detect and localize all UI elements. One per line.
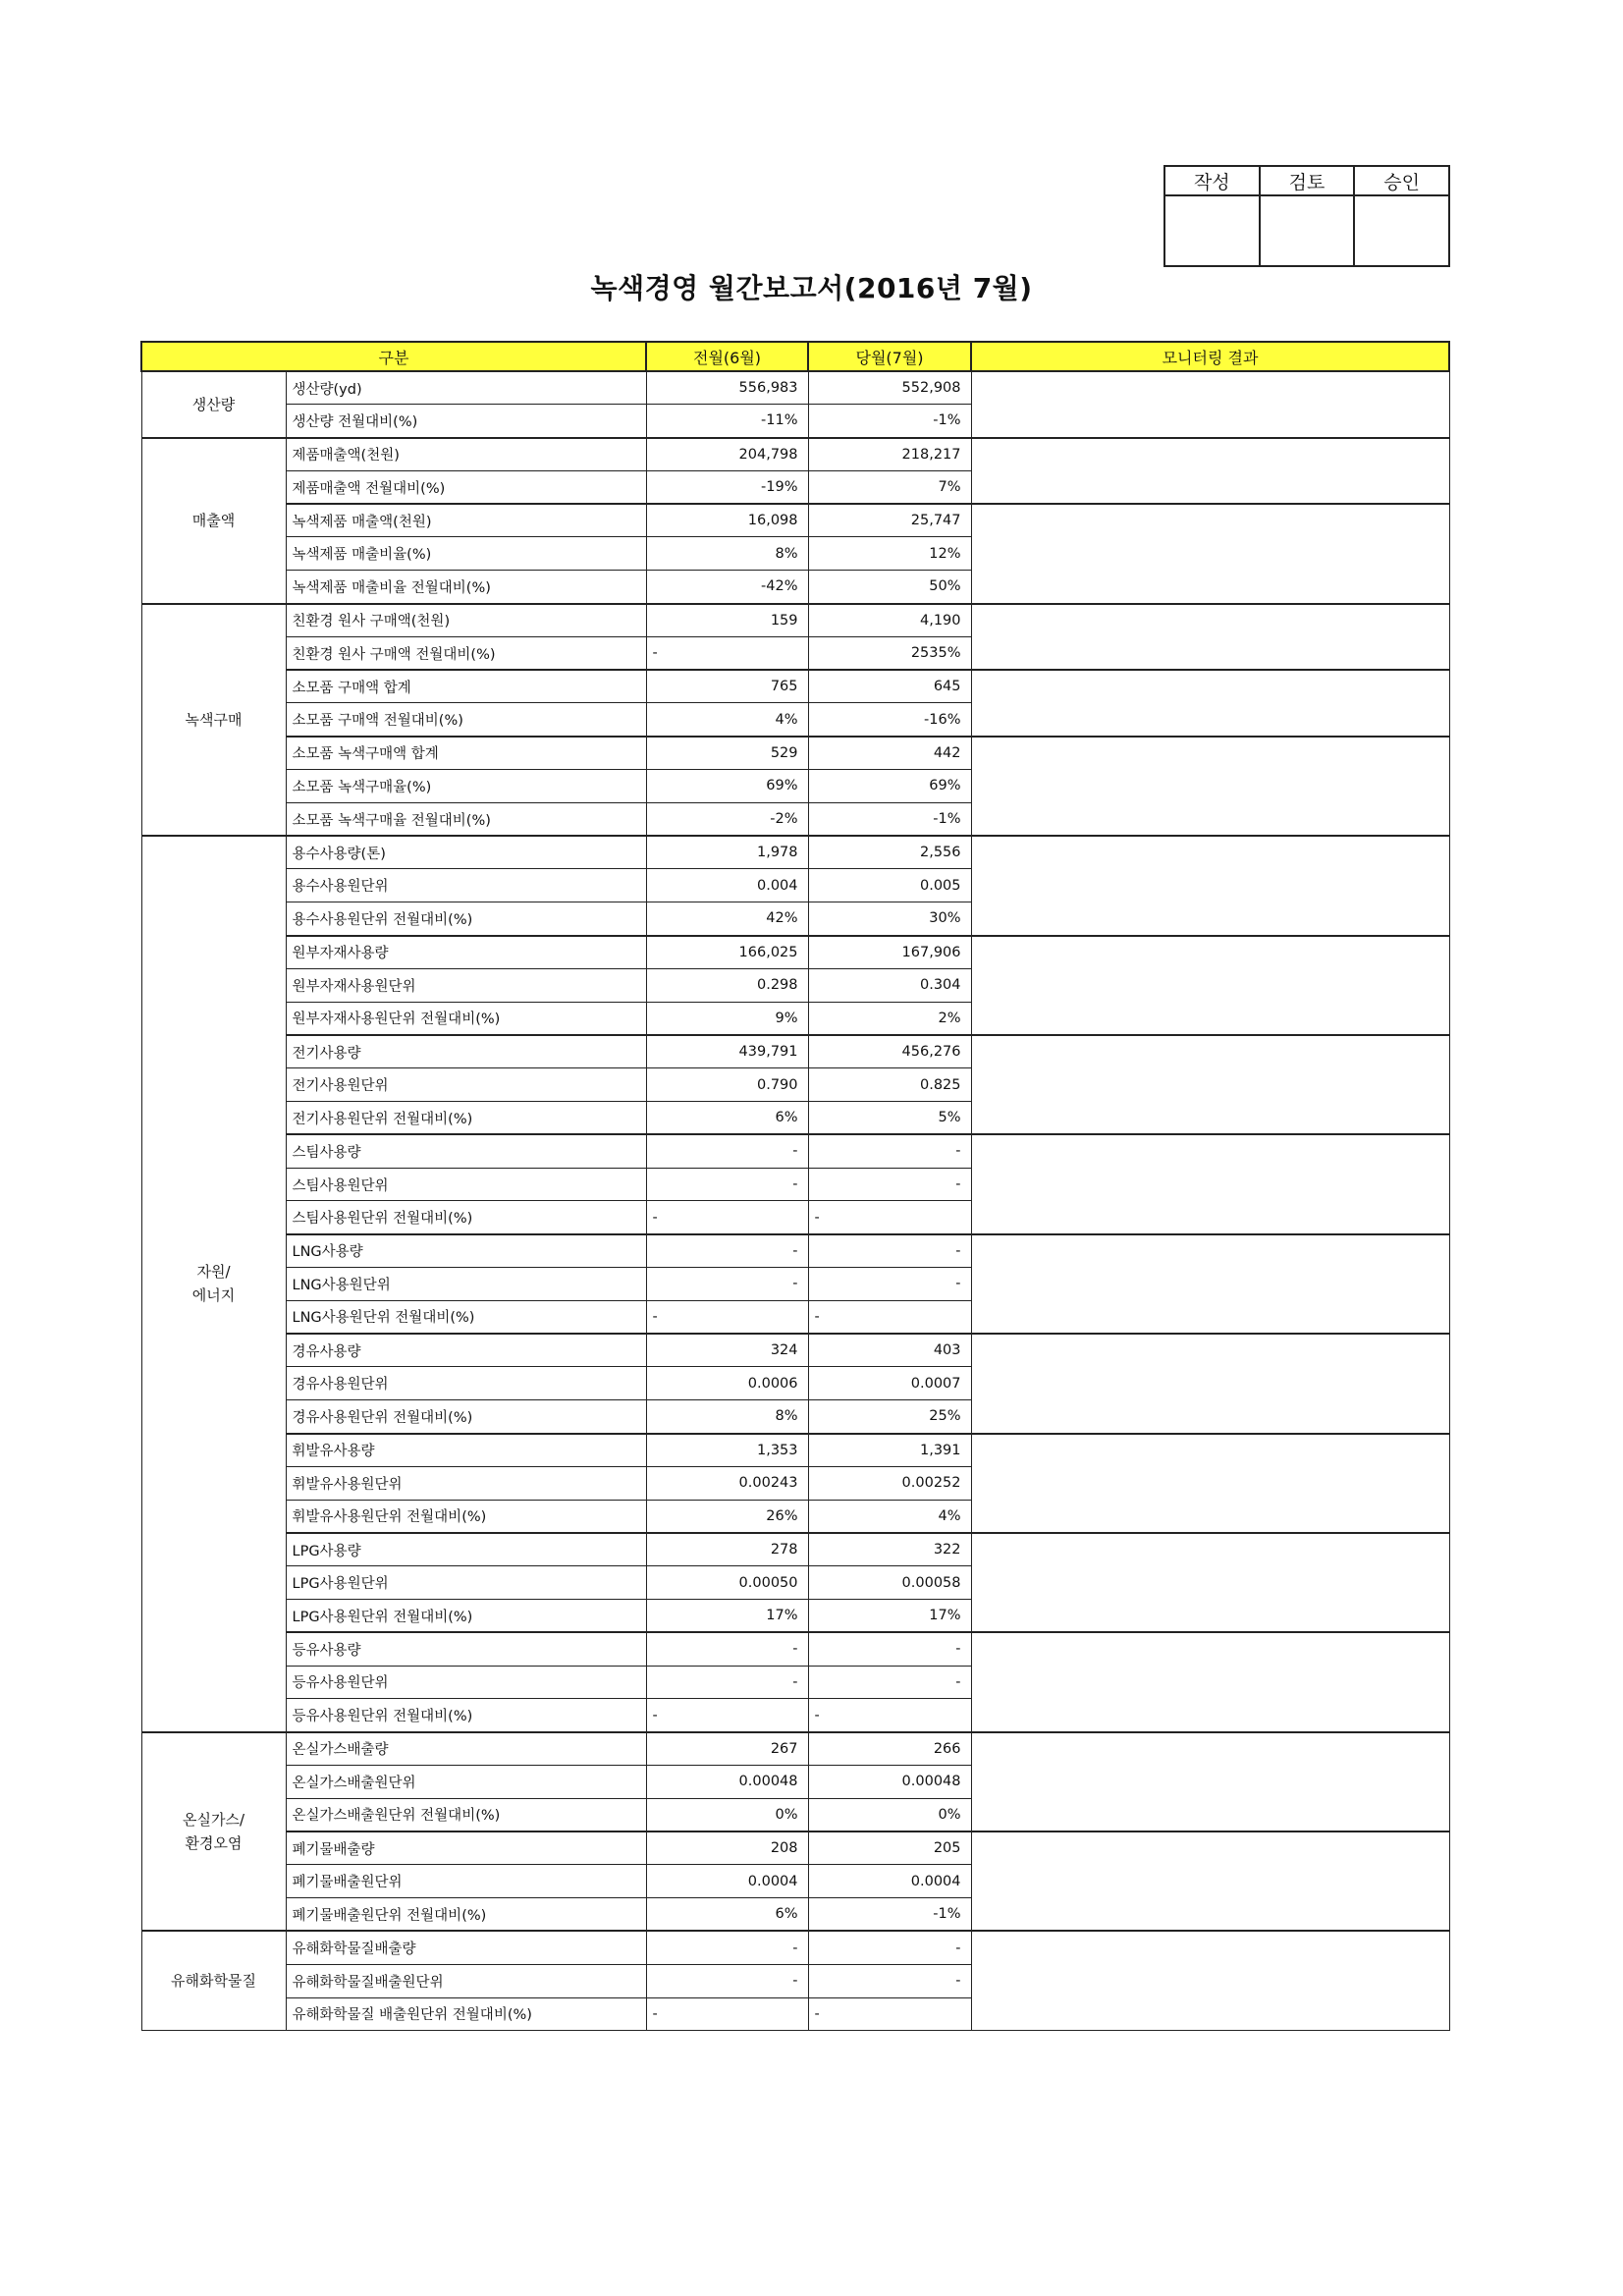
item-cell: 유해화학물질배출량 [286, 1931, 646, 1964]
curr-month-value: 442 [808, 737, 971, 770]
prev-month-value: 8% [646, 537, 808, 571]
prev-month-value: 204,798 [646, 438, 808, 471]
prev-month-value: 0.0006 [646, 1367, 808, 1400]
monitoring-result-cell [971, 1533, 1449, 1632]
item-cell: 온실가스배출원단위 전월대비(%) [286, 1798, 646, 1831]
curr-month-value: - [808, 1268, 971, 1301]
header-category: 구분 [141, 342, 646, 371]
curr-month-value: 1,391 [808, 1434, 971, 1467]
prev-month-value: - [646, 1997, 808, 2031]
item-cell: 녹색제품 매출비율 전월대비(%) [286, 571, 646, 604]
prev-month-value: 0.004 [646, 869, 808, 902]
monitoring-result-cell [971, 504, 1449, 603]
curr-month-value: 12% [808, 537, 971, 571]
item-cell: 온실가스배출량 [286, 1732, 646, 1766]
table-row [141, 1334, 1449, 1367]
monitoring-result-cell [971, 1434, 1449, 1533]
item-cell: 전기사용량 [286, 1035, 646, 1068]
category-cell: 녹색구매 [141, 604, 286, 837]
curr-month-value: -16% [808, 703, 971, 737]
prev-month-value: -42% [646, 571, 808, 604]
curr-month-value: - [808, 1666, 971, 1699]
prev-month-value: 439,791 [646, 1035, 808, 1068]
monitoring-result-cell [971, 936, 1449, 1035]
curr-month-value: 30% [808, 902, 971, 936]
report-table [140, 341, 1450, 2031]
item-cell: LPG사용원단위 [286, 1566, 646, 1600]
item-cell: 폐기물배출원단위 [286, 1865, 646, 1898]
curr-month-value: -1% [808, 1898, 971, 1932]
item-cell: 폐기물배출원단위 전월대비(%) [286, 1898, 646, 1932]
prev-month-value: 0.00050 [646, 1566, 808, 1600]
curr-month-value: 0.00058 [808, 1566, 971, 1600]
prev-month-value: 765 [646, 670, 808, 703]
curr-month-value: 2% [808, 1002, 971, 1035]
table-row [141, 936, 1449, 969]
prev-month-value: 0.00243 [646, 1466, 808, 1500]
table-row [141, 1234, 1449, 1268]
table-row [141, 371, 1449, 405]
item-cell: LPG사용량 [286, 1533, 646, 1566]
monitoring-result-cell [971, 670, 1449, 737]
prev-month-value: 529 [646, 737, 808, 770]
curr-month-value: - [808, 1964, 971, 1997]
table-row [141, 670, 1449, 703]
monitoring-result-cell [971, 1035, 1449, 1134]
item-cell: 녹색제품 매출액(천원) [286, 504, 646, 537]
prev-month-value: - [646, 1300, 808, 1334]
item-cell: 스팀사용원단위 [286, 1168, 646, 1201]
item-cell: 휘발유사용원단위 [286, 1466, 646, 1500]
item-cell: 등유사용량 [286, 1632, 646, 1666]
prev-month-value: 1,978 [646, 836, 808, 869]
prev-month-value: - [646, 1632, 808, 1666]
monitoring-result-cell [971, 1134, 1449, 1233]
page-title: 녹색경영 월간보고서(2016년 7월) [590, 272, 1033, 304]
curr-month-value: - [808, 1699, 971, 1732]
header-curr-month: 당월(7월) [808, 342, 971, 371]
curr-month-value: 17% [808, 1599, 971, 1632]
curr-month-value: 0.825 [808, 1068, 971, 1102]
curr-month-value: 645 [808, 670, 971, 703]
prev-month-value: 17% [646, 1599, 808, 1632]
approval-box [1163, 165, 1450, 267]
prev-month-value: 267 [646, 1732, 808, 1766]
category-cell: 매출액 [141, 438, 286, 604]
monitoring-result-cell [971, 836, 1449, 935]
item-cell: 전기사용원단위 전월대비(%) [286, 1102, 646, 1135]
prev-month-value: 556,983 [646, 371, 808, 405]
item-cell: 소모품 녹색구매율 전월대비(%) [286, 802, 646, 836]
curr-month-value: 205 [808, 1831, 971, 1865]
prev-month-value: -11% [646, 405, 808, 438]
prev-month-value: 159 [646, 604, 808, 637]
curr-month-value: 4,190 [808, 604, 971, 637]
prev-month-value: - [646, 1699, 808, 1732]
monitoring-result-cell [971, 737, 1449, 836]
monitoring-result-cell [971, 1931, 1449, 2030]
prev-month-value: 26% [646, 1500, 808, 1533]
curr-month-value: 7% [808, 470, 971, 504]
prev-month-value: 6% [646, 1898, 808, 1932]
table-row [141, 1035, 1449, 1068]
item-cell: 용수사용원단위 [286, 869, 646, 902]
monitoring-result-cell [971, 1234, 1449, 1334]
prev-month-value: 324 [646, 1334, 808, 1367]
table-row [141, 1533, 1449, 1566]
curr-month-value: 0.0007 [808, 1367, 971, 1400]
curr-month-value: 0.304 [808, 968, 971, 1002]
curr-month-value: 0.00048 [808, 1765, 971, 1798]
prev-month-value: 208 [646, 1831, 808, 1865]
prev-month-value: - [646, 1964, 808, 1997]
item-cell: 생산량(yd) [286, 371, 646, 405]
monitoring-result-cell [971, 1334, 1449, 1433]
table-row [141, 504, 1449, 537]
item-cell: 휘발유사용량 [286, 1434, 646, 1467]
item-cell: 스팀사용원단위 전월대비(%) [286, 1201, 646, 1234]
category-cell: 온실가스/ 환경오염 [141, 1732, 286, 1932]
prev-month-value: - [646, 1234, 808, 1268]
curr-month-value: 266 [808, 1732, 971, 1766]
approval-sign-writer [1164, 195, 1260, 266]
curr-month-value: - [808, 1632, 971, 1666]
item-cell: 제품매출액(천원) [286, 438, 646, 471]
item-cell: 용수사용량(톤) [286, 836, 646, 869]
curr-month-value: -1% [808, 405, 971, 438]
prev-month-value: 278 [646, 1533, 808, 1566]
curr-month-value: 2,556 [808, 836, 971, 869]
curr-month-value: 0.0004 [808, 1865, 971, 1898]
approval-sign-approve [1354, 195, 1449, 266]
table-row [141, 604, 1449, 637]
table-row [141, 1831, 1449, 1865]
category-cell: 유해화학물질 [141, 1931, 286, 2030]
item-cell: 녹색제품 매출비율(%) [286, 537, 646, 571]
item-cell: 경유사용원단위 전월대비(%) [286, 1400, 646, 1434]
prev-month-value: - [646, 1168, 808, 1201]
prev-month-value: 9% [646, 1002, 808, 1035]
curr-month-value: - [808, 1134, 971, 1168]
prev-month-value: - [646, 1134, 808, 1168]
item-cell: LNG사용원단위 [286, 1268, 646, 1301]
item-cell: 등유사용원단위 전월대비(%) [286, 1699, 646, 1732]
curr-month-value: 0.005 [808, 869, 971, 902]
curr-month-value: 2535% [808, 636, 971, 670]
item-cell: 소모품 녹색구매율(%) [286, 770, 646, 803]
curr-month-value: 403 [808, 1334, 971, 1367]
prev-month-value: 166,025 [646, 936, 808, 969]
category-cell: 자원/ 에너지 [141, 836, 286, 1732]
table-row [141, 438, 1449, 471]
item-cell: 원부자재사용원단위 [286, 968, 646, 1002]
header-monitoring: 모니터링 결과 [971, 342, 1449, 371]
table-header-row [141, 342, 1449, 371]
item-cell: 온실가스배출원단위 [286, 1765, 646, 1798]
monitoring-result-cell [971, 1632, 1449, 1731]
curr-month-value: 218,217 [808, 438, 971, 471]
curr-month-value: 25,747 [808, 504, 971, 537]
curr-month-value: - [808, 1201, 971, 1234]
item-cell: 소모품 구매액 전월대비(%) [286, 703, 646, 737]
item-cell: 원부자재사용원단위 전월대비(%) [286, 1002, 646, 1035]
prev-month-value: - [646, 1268, 808, 1301]
item-cell: 경유사용량 [286, 1334, 646, 1367]
item-cell: 친환경 원사 구매액 전월대비(%) [286, 636, 646, 670]
prev-month-value: - [646, 636, 808, 670]
curr-month-value: 0.00252 [808, 1466, 971, 1500]
item-cell: 전기사용원단위 [286, 1068, 646, 1102]
table-row [141, 1632, 1449, 1666]
curr-month-value: 5% [808, 1102, 971, 1135]
prev-month-value: 4% [646, 703, 808, 737]
prev-month-value: - [646, 1666, 808, 1699]
item-cell: 소모품 녹색구매액 합계 [286, 737, 646, 770]
prev-month-value: 69% [646, 770, 808, 803]
monitoring-result-cell [971, 1831, 1449, 1931]
item-cell: 소모품 구매액 합계 [286, 670, 646, 703]
item-cell: 용수사용원단위 전월대비(%) [286, 902, 646, 936]
curr-month-value: 50% [808, 571, 971, 604]
prev-month-value: - [646, 1931, 808, 1964]
item-cell: 휘발유사용원단위 전월대비(%) [286, 1500, 646, 1533]
item-cell: 등유사용원단위 [286, 1666, 646, 1699]
approval-header-review: 검토 [1260, 166, 1355, 195]
table-row [141, 1732, 1449, 1766]
item-cell: LNG사용량 [286, 1234, 646, 1268]
header-prev-month: 전월(6월) [646, 342, 808, 371]
approval-header-writer: 작성 [1164, 166, 1260, 195]
item-cell: 폐기물배출량 [286, 1831, 646, 1865]
item-cell: 스팀사용량 [286, 1134, 646, 1168]
item-cell: LPG사용원단위 전월대비(%) [286, 1599, 646, 1632]
curr-month-value: 0% [808, 1798, 971, 1831]
monitoring-result-cell [971, 371, 1449, 438]
curr-month-value: 25% [808, 1400, 971, 1434]
table-row [141, 1434, 1449, 1467]
curr-month-value: - [808, 1931, 971, 1964]
monitoring-result-cell [971, 1732, 1449, 1831]
curr-month-value: 456,276 [808, 1035, 971, 1068]
prev-month-value: 6% [646, 1102, 808, 1135]
curr-month-value: - [808, 1234, 971, 1268]
prev-month-value: 42% [646, 902, 808, 936]
approval-sign-review [1260, 195, 1355, 266]
prev-month-value: 0% [646, 1798, 808, 1831]
curr-month-value: -1% [808, 802, 971, 836]
curr-month-value: - [808, 1168, 971, 1201]
prev-month-value: -19% [646, 470, 808, 504]
report-table-body [141, 342, 1449, 2031]
monitoring-result-cell [971, 604, 1449, 671]
prev-month-value: 0.00048 [646, 1765, 808, 1798]
monitoring-result-cell [971, 438, 1449, 505]
curr-month-value: 167,906 [808, 936, 971, 969]
prev-month-value: 16,098 [646, 504, 808, 537]
table-row [141, 1931, 1449, 1964]
curr-month-value: 69% [808, 770, 971, 803]
prev-month-value: 1,353 [646, 1434, 808, 1467]
curr-month-value: - [808, 1997, 971, 2031]
item-cell: 경유사용원단위 [286, 1367, 646, 1400]
curr-month-value: 4% [808, 1500, 971, 1533]
prev-month-value: 0.790 [646, 1068, 808, 1102]
curr-month-value: 322 [808, 1533, 971, 1566]
curr-month-value: 552,908 [808, 371, 971, 405]
prev-month-value: - [646, 1201, 808, 1234]
item-cell: 원부자재사용량 [286, 936, 646, 969]
table-row [141, 1134, 1449, 1168]
curr-month-value: - [808, 1300, 971, 1334]
prev-month-value: 0.0004 [646, 1865, 808, 1898]
prev-month-value: -2% [646, 802, 808, 836]
item-cell: 유해화학물질 배출원단위 전월대비(%) [286, 1997, 646, 2031]
item-cell: 생산량 전월대비(%) [286, 405, 646, 438]
item-cell: 제품매출액 전월대비(%) [286, 470, 646, 504]
table-row [141, 737, 1449, 770]
category-cell: 생산량 [141, 371, 286, 438]
prev-month-value: 0.298 [646, 968, 808, 1002]
item-cell: 유해화학물질배출원단위 [286, 1964, 646, 1997]
prev-month-value: 8% [646, 1400, 808, 1434]
item-cell: LNG사용원단위 전월대비(%) [286, 1300, 646, 1334]
table-row [141, 836, 1449, 869]
item-cell: 친환경 원사 구매액(천원) [286, 604, 646, 637]
approval-header-approve: 승인 [1354, 166, 1449, 195]
